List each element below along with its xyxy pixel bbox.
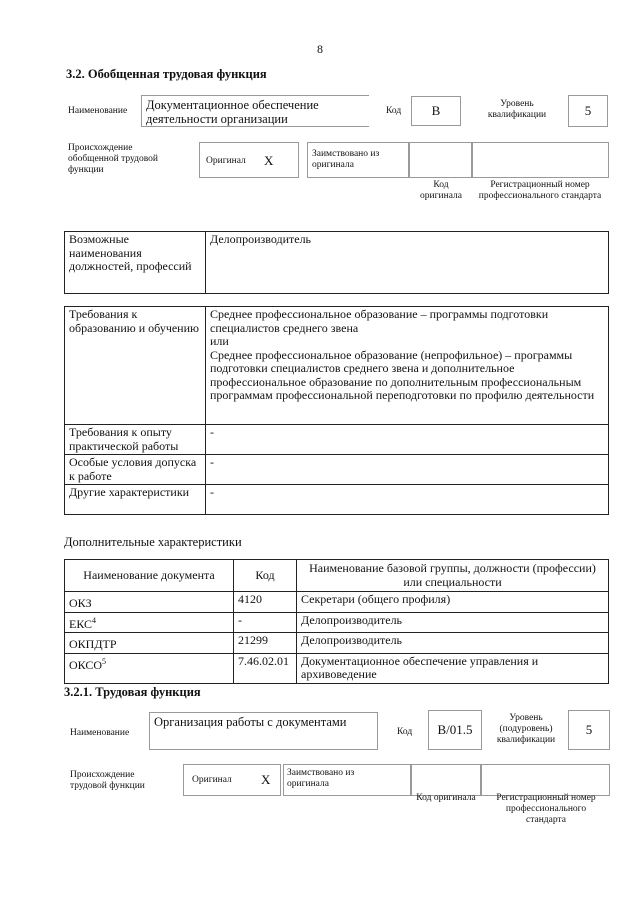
section-heading-3-2-1: 3.2.1. Трудовая функция (64, 685, 201, 699)
origin-label: Происхождение трудовой функции (70, 770, 145, 791)
requirement-value: - (206, 485, 609, 515)
registration-number-box (481, 764, 610, 796)
original-code-label: Код оригинала (416, 793, 476, 803)
original-code-label: Код оригинала (420, 180, 462, 201)
borrowed-label: Заимствовано из оригинала (312, 149, 380, 170)
header-group-name: Наименование базовой группы, должности (профессии) или специальности (297, 560, 609, 592)
name-label: Наименование (70, 728, 130, 738)
section-heading-3-2: 3.2. Обобщенная трудовая функция (66, 67, 267, 81)
origin-label: Происхождение обобщенной трудовой функции (68, 143, 158, 175)
original-mark: X (261, 772, 271, 787)
original-code-box (409, 142, 472, 178)
table-row (65, 612, 609, 633)
requirement-label: Требования к опыту практической работы (65, 425, 206, 455)
registration-number-label: Регистрационный номер профессионального стандарта (478, 180, 602, 201)
positions-label: Возможные наименования должностей, профессий (65, 232, 206, 294)
requirement-row (65, 485, 609, 515)
doc-group-name: Делопроизводитель (297, 633, 609, 654)
doc-code: 21299 (234, 633, 297, 654)
registration-number-label: Регистрационный номер профессионального стандарта (496, 793, 596, 825)
qualification-level-value: 5 (568, 95, 608, 127)
table-row (65, 633, 609, 654)
requirement-row (65, 307, 609, 425)
doc-code: - (234, 612, 297, 633)
borrowed-box (283, 764, 411, 796)
borrowed-label: Заимствовано из оригинала (287, 768, 355, 789)
qualification-level-label: Уровень (подуровень) квалификации (496, 713, 556, 745)
requirement-row (65, 425, 609, 455)
requirement-value: - (206, 425, 609, 455)
doc-group-name: Делопроизводитель (297, 612, 609, 633)
original-box (199, 142, 299, 178)
original-label: Оригинал (206, 156, 246, 166)
original-label: Оригинал (192, 775, 232, 785)
additional-table (64, 559, 609, 684)
qualification-level-value: 5 (568, 710, 610, 750)
code-value: B (411, 96, 461, 126)
table-row (65, 592, 609, 613)
generalized-function-name: Документационное обеспечение деятельности организации (141, 95, 369, 127)
doc-code: 7.46.02.01 (234, 653, 297, 683)
positions-table (64, 231, 609, 294)
original-mark: X (264, 153, 274, 168)
doc-group-name: Документационное обеспечение управления и архивоведение (297, 653, 609, 683)
qualification-level-label: Уровень квалификации (487, 99, 547, 120)
additional-header-row (65, 560, 609, 592)
code-label: Код (397, 727, 413, 737)
positions-value: Делопроизводитель (206, 232, 609, 294)
requirement-value: - (206, 455, 609, 485)
doc-name: ЕКС$^4$ (65, 612, 234, 633)
doc-name: ОКСО$^5$ (65, 653, 234, 683)
requirement-label: Требования к образованию и обучению (65, 307, 206, 425)
header-code: Код (234, 560, 297, 592)
table-row (65, 653, 609, 683)
doc-code: 4120 (234, 592, 297, 613)
header-document: Наименование документа (65, 560, 234, 592)
requirements-table (64, 306, 609, 515)
code-value: B/01.5 (428, 710, 482, 750)
doc-group-name: Секретари (общего профиля) (297, 592, 609, 613)
additional-title: Дополнительные характеристики (64, 535, 242, 549)
registration-number-box (472, 142, 609, 178)
requirement-row (65, 455, 609, 485)
labor-function-name: Организация работы с документами (149, 712, 378, 750)
original-box (183, 764, 281, 796)
doc-name: ОКЗ (65, 592, 234, 613)
code-label: Код (386, 106, 402, 116)
name-label: Наименование (68, 106, 128, 116)
page-number: 8 (317, 42, 323, 56)
borrowed-box (307, 142, 409, 178)
requirement-value: Среднее профессиональное образование – программы подготовки специалистов среднего звена или Среднее профессиональное образование (непрофильное) – программы подготовки специалистов среднего звена и дополнительное профессиональное образование по дополнительным профессиональным программам профессиональной переподготовки по профилю деятельности (206, 307, 609, 425)
doc-name: ОКПДТР (65, 633, 234, 654)
requirement-label: Другие характеристики (65, 485, 206, 515)
requirement-label: Особые условия допуска к работе (65, 455, 206, 485)
original-code-box (411, 764, 481, 796)
